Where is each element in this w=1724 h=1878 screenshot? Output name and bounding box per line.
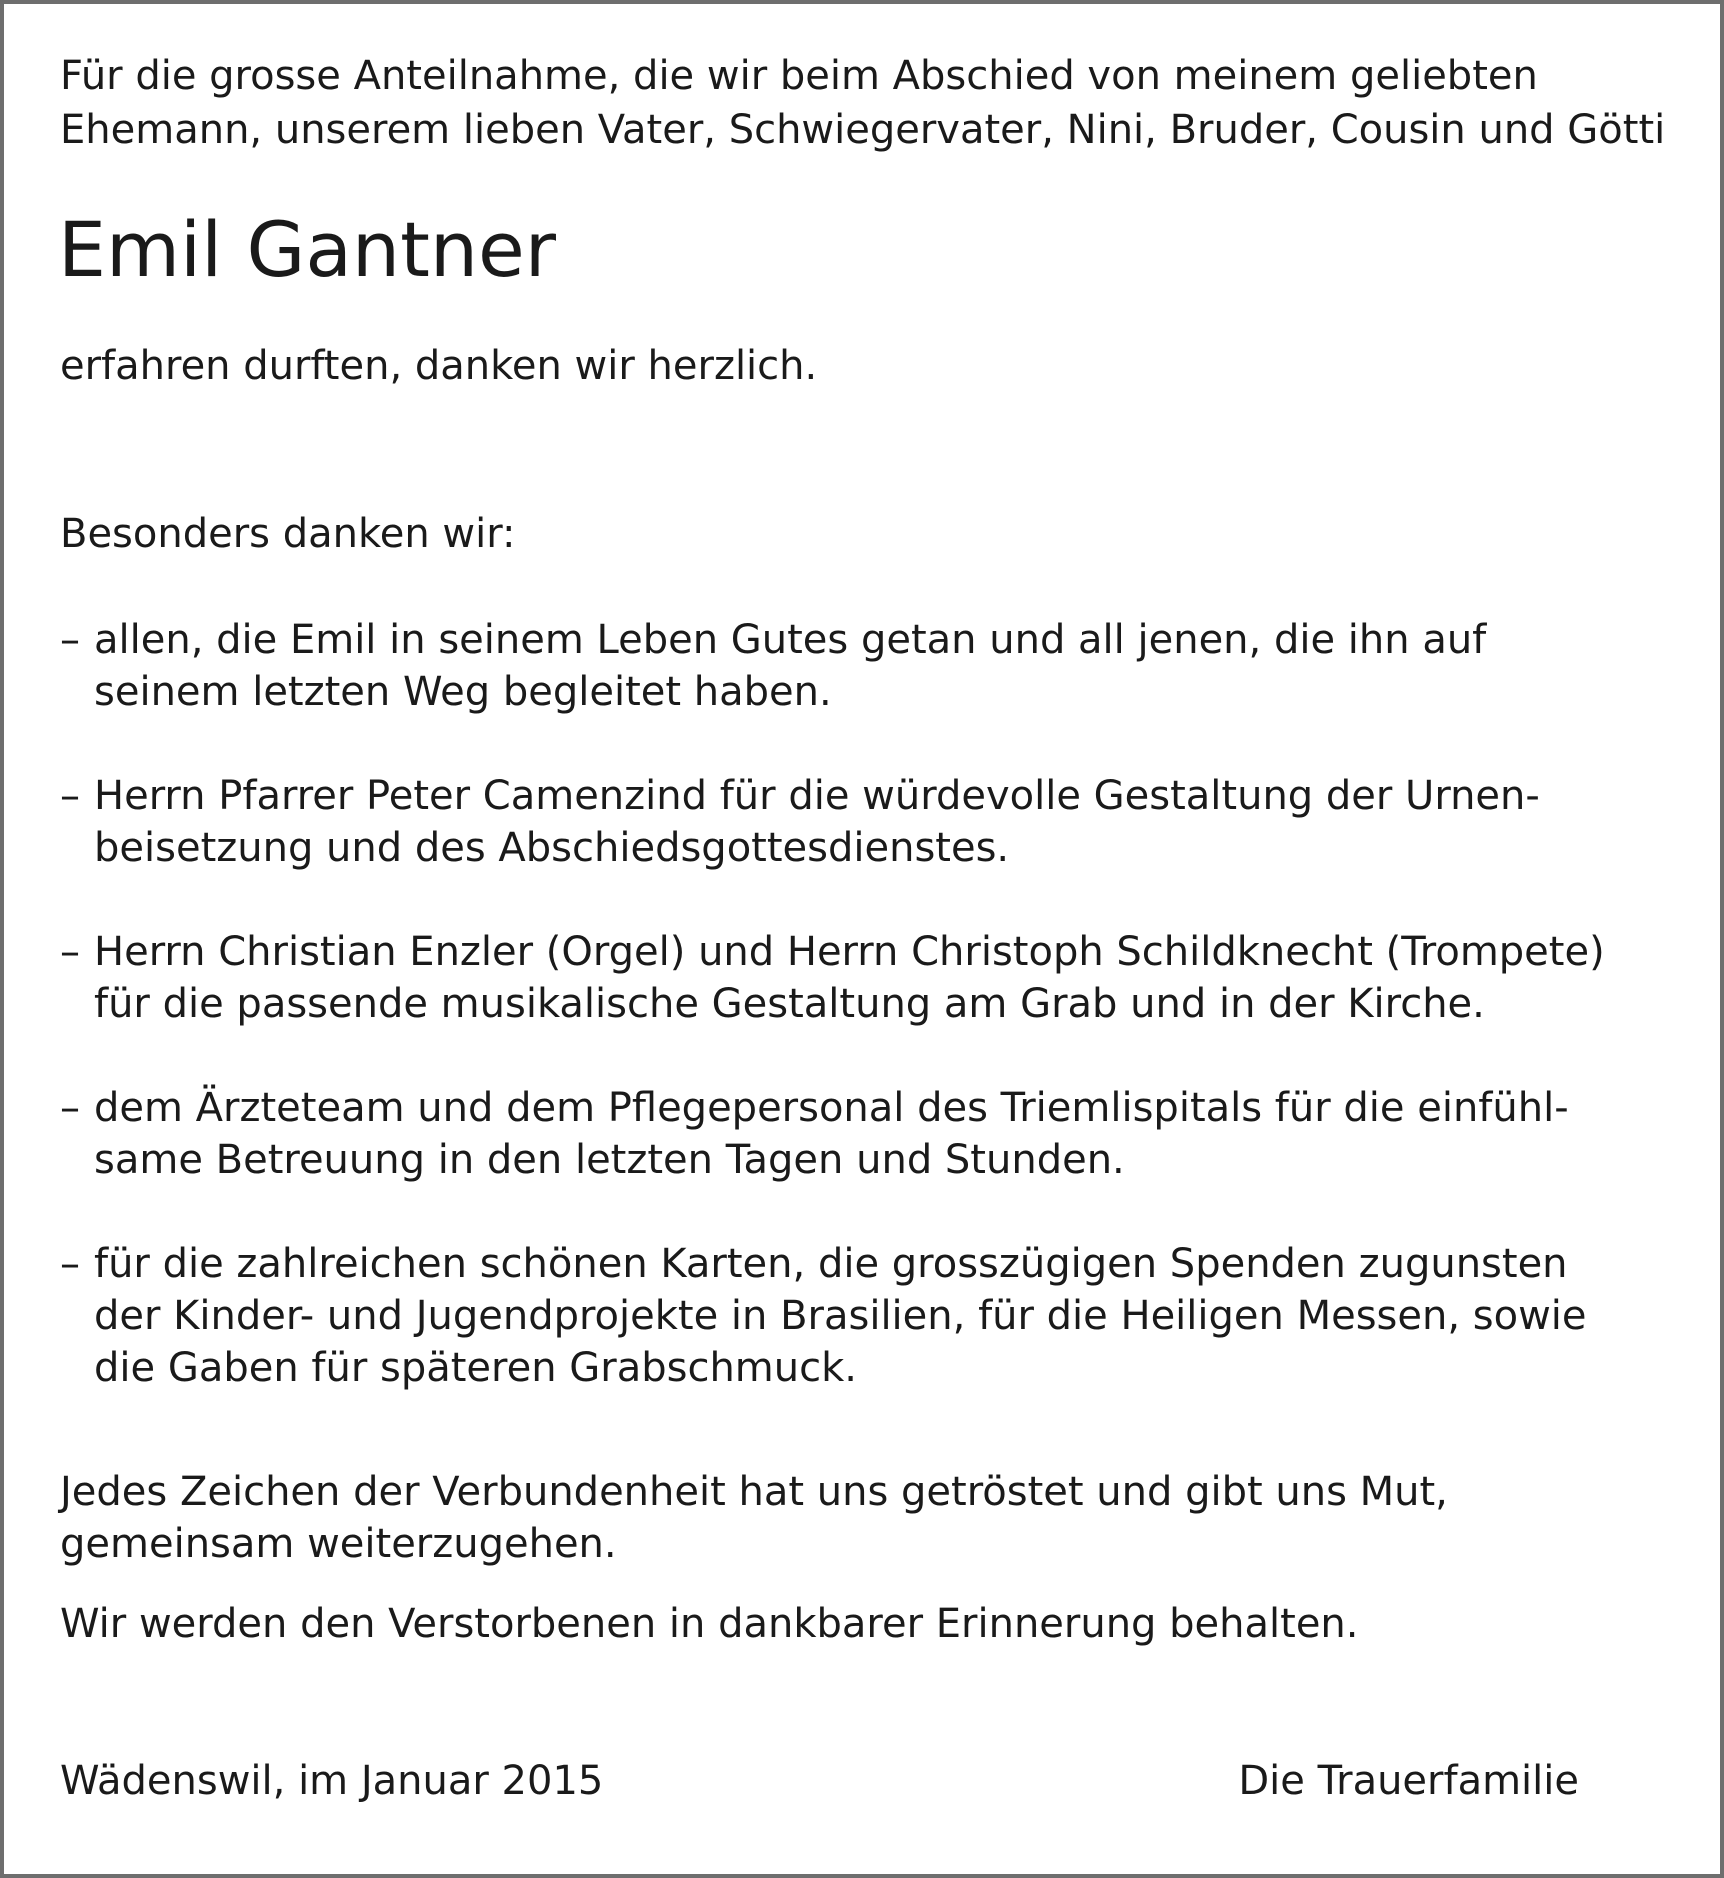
closing-line-2: gemeinsam weiterzugehen. (60, 1521, 617, 1567)
thanks-line: erfahren durften, danken wir herzlich. (60, 343, 818, 389)
thanks-item-line: dem Ärzteteam und dem Pflegepersonal des Triemlispitals für die einfühl- (94, 1085, 1569, 1131)
thanks-item (60, 770, 1540, 874)
thanks-item-line: für die zahlreichen schönen Karten, die grosszügigen Spenden zugunsten (94, 1241, 1568, 1287)
deceased-name: Emil Gantner (58, 205, 557, 294)
thanks-item-line: Herrn Christian Enzler (Orgel) und Herrn Christoph Schildknecht (Trompete) (94, 929, 1605, 975)
thanks-item (60, 614, 1486, 718)
thanks-item-line: die Gaben für späteren Grabschmuck. (94, 1345, 857, 1391)
intro-line-1: Für die grosse Anteilnahme, die wir beim Abschied von meinem geliebten (60, 53, 1538, 99)
signature: Die Trauerfamilie (1238, 1758, 1579, 1804)
thanks-item-line: Herrn Pfarrer Peter Camenzind für die würdevolle Gestaltung der Urnen- (94, 773, 1540, 819)
thanks-item (60, 926, 1605, 1030)
closing-line-1: Jedes Zeichen der Verbundenheit hat uns getröstet und gibt uns Mut, (60, 1469, 1448, 1515)
thanks-item (60, 1238, 1587, 1394)
thanks-item-line: beisetzung und des Abschiedsgottesdienstes. (94, 825, 1010, 871)
place-date: Wädenswil, im Januar 2015 (60, 1758, 604, 1804)
special-thanks-heading: Besonders danken wir: (60, 511, 516, 557)
thanks-item-line: same Betreuung in den letzten Tagen und Stunden. (94, 1137, 1125, 1183)
dash-bullet: – (60, 929, 80, 975)
dash-bullet: – (60, 1241, 80, 1287)
thanks-item-line: seinem letzten Weg begleitet haben. (94, 669, 832, 715)
thanks-item-line: der Kinder- und Jugendprojekte in Brasilien, für die Heiligen Messen, sowie (94, 1293, 1587, 1339)
thanks-item-line: für die passende musikalische Gestaltung am Grab und in der Kirche. (94, 981, 1485, 1027)
closing-line-3: Wir werden den Verstorbenen in dankbarer Erinnerung behalten. (60, 1601, 1359, 1647)
thanks-item (60, 1082, 1569, 1186)
intro-line-2: Ehemann, unserem lieben Vater, Schwiegervater, Nini, Bruder, Cousin und Götti (60, 107, 1666, 153)
dash-bullet: – (60, 773, 80, 819)
dash-bullet: – (60, 617, 80, 663)
dash-bullet: – (60, 1085, 80, 1131)
thanks-item-line: allen, die Emil in seinem Leben Gutes getan und all jenen, die ihn auf (94, 617, 1487, 663)
